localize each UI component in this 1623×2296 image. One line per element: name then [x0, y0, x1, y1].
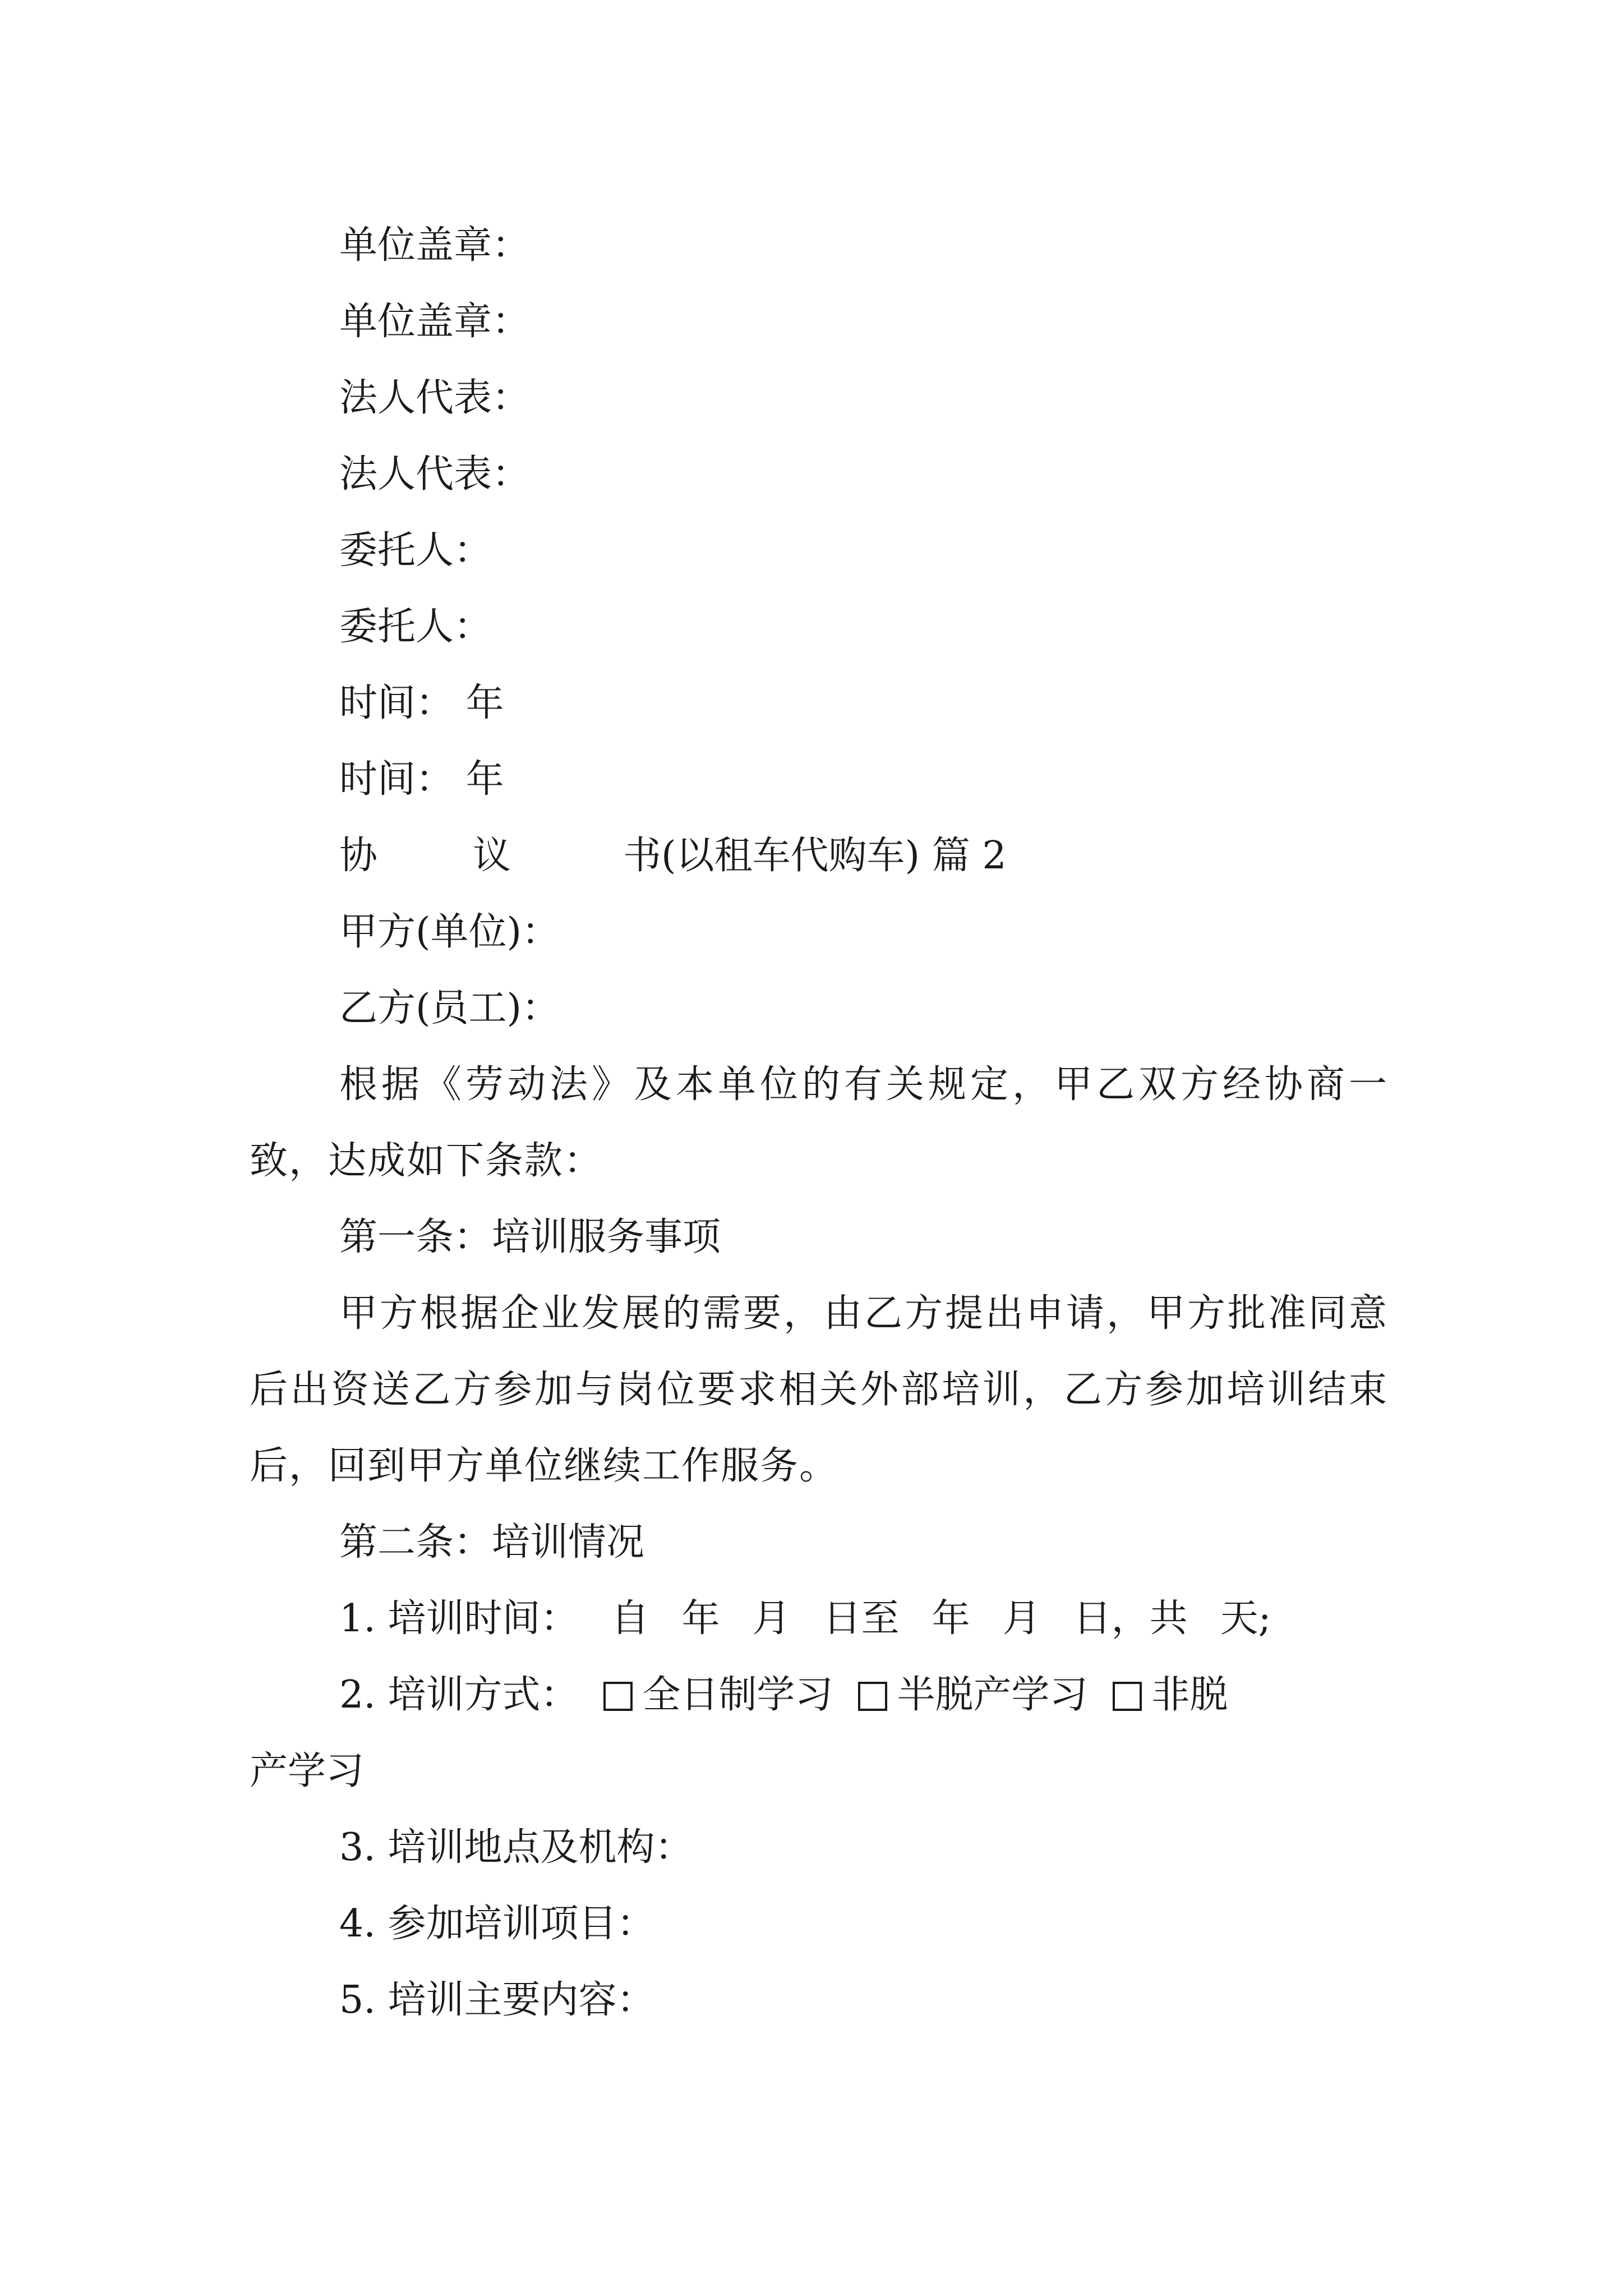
article-2-heading: 第二条：培训情况: [339, 1520, 645, 1565]
article-1-heading: 第一条：培训服务事项: [339, 1215, 721, 1259]
date-part: 天;: [1220, 1596, 1271, 1641]
article-1-body: 甲方根据企业发展的需要，由乙方提出申请，甲方批准同意后出资送乙方参加与岗位要求相关外部培训，乙方参加培训结束后，回到甲方单位继续工作服务。: [250, 1291, 1388, 1488]
title-part-3: 书(以租车代购车) 篇 2: [623, 834, 1007, 878]
checkbox-full-time[interactable]: [603, 1682, 633, 1711]
signature-line-trustee-1: 委托人：: [339, 528, 492, 573]
date-part: 日，共: [1073, 1596, 1188, 1641]
item-1-label: 1. 培训时间：: [339, 1596, 579, 1641]
item-2-label: 2. 培训方式：: [339, 1673, 579, 1717]
item-training-content: 5. 培训主要内容：: [339, 1978, 655, 2022]
date-part: 年: [681, 1596, 720, 1641]
intro-paragraph: 根据《劳动法》及本单位的有关规定，甲乙双方经协商一致，达成如下条款：: [250, 1062, 1388, 1183]
signature-line-legal-rep-1: 法人代表：: [339, 376, 531, 420]
checkbox-off-job[interactable]: [1113, 1682, 1142, 1711]
checkbox-part-time[interactable]: [858, 1682, 887, 1711]
option-full-time: 全日制学习: [642, 1673, 833, 1717]
date-part: 月: [1002, 1596, 1041, 1641]
signature-line-trustee-2: 委托人：: [339, 605, 492, 649]
date-part: 日至: [823, 1596, 900, 1641]
signature-line-legal-rep-2: 法人代表：: [339, 452, 531, 496]
date-part: 月: [752, 1596, 791, 1641]
date-part: 年: [932, 1596, 970, 1641]
agreement-title: [250, 818, 1388, 894]
item-training-location: 3. 培训地点及机构：: [339, 1825, 693, 1870]
document-body: [250, 208, 1388, 2039]
item-training-mode: [250, 1657, 1388, 1733]
signature-line-seal-2: 单位盖章：: [339, 300, 531, 344]
item-training-time: [250, 1581, 1388, 1657]
item-training-mode-wrap: 产学习: [250, 1749, 365, 1793]
title-part-2: 议: [473, 834, 511, 878]
party-b-line: 乙方(员工)：: [339, 986, 560, 1030]
date-part: 自: [611, 1596, 649, 1641]
title-part-1: 协: [339, 834, 378, 878]
signature-line-date-1: 时间： 年: [339, 681, 504, 725]
signature-line-seal-1: 单位盖章：: [339, 223, 531, 268]
party-a-line: 甲方(单位)：: [339, 910, 560, 954]
item-training-project: 4. 参加培训项目：: [339, 1902, 655, 1946]
signature-line-date-2: 时间： 年: [339, 757, 504, 802]
option-off-job: 非脱: [1151, 1673, 1228, 1717]
option-part-time: 半脱产学习: [897, 1673, 1088, 1717]
